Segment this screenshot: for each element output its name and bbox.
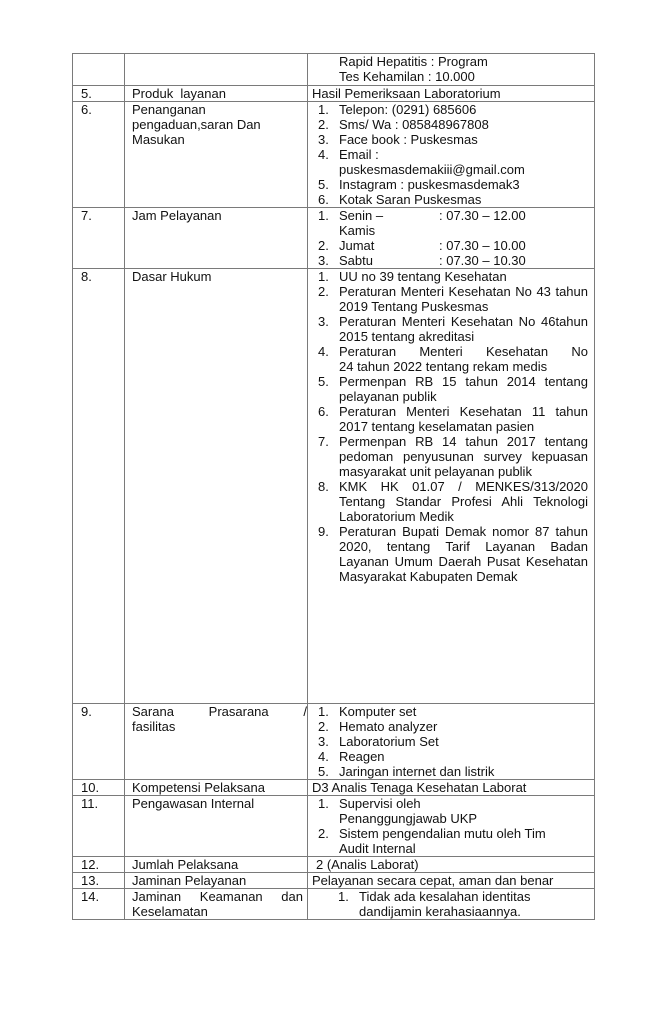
row-number: 5.	[73, 86, 125, 102]
table-row-7	[73, 208, 595, 269]
email-link[interactable]: Email : puskesmasdemakiii@gmail.com	[339, 147, 525, 177]
row-number: 8.	[73, 269, 125, 704]
row-label: Produk layanan	[125, 86, 308, 102]
row-value-cell	[308, 796, 595, 857]
list-item: 4. Peraturan Menteri Kesehatan No 24 tahun 2022 tentang rekam medis	[318, 344, 588, 374]
row-label: Jaminan Pelayanan	[125, 873, 308, 889]
table-row-10	[73, 780, 595, 796]
list-item: 2. Jumat : 07.30 – 10.00	[318, 238, 526, 253]
list-item: 3. Sabtu : 07.30 – 10.30	[318, 253, 526, 268]
table-row-11	[73, 796, 595, 857]
table-row-13	[73, 873, 595, 889]
safety-guarantee-list	[308, 889, 594, 919]
list-item: 2. Hemato analyzer	[318, 719, 438, 734]
row-value-cell	[308, 889, 595, 920]
list-item: 6. Kotak Saran Puskesmas	[318, 192, 482, 207]
row-value: Hasil Pemeriksaan Laboratorium	[308, 86, 595, 102]
row-value-cell	[308, 102, 595, 208]
schedule-day: Jumat	[339, 238, 375, 253]
schedule-day: Senin – Kamis	[339, 208, 384, 238]
list-item: 2. Sistem pengendalian mutu oleh Tim Audit Internal	[318, 826, 546, 856]
list-item: 5. Jaringan internet dan listrik	[318, 764, 495, 779]
row-number-cell	[73, 54, 125, 86]
service-hours-list	[308, 208, 594, 268]
list-item: 5. Permenpan RB 15 tahun 2014 tentang pelayanan publik	[318, 374, 588, 404]
list-text: Peraturan Menteri Kesehatan No	[339, 344, 588, 359]
row-label: Jumlah Pelaksana	[125, 857, 308, 873]
row-value-cell	[308, 269, 595, 704]
list-item: 1. Supervisi oleh Penanggungjawab UKP	[318, 796, 478, 826]
schedule-time: : 07.30 – 10.30	[439, 253, 526, 268]
row-number: 10.	[73, 780, 125, 796]
list-text: 24 tahun 2022 tentang rekam medis	[339, 359, 548, 374]
row-label: Penanganan pengaduan,saran Dan Masukan	[125, 102, 308, 208]
row-value: D3 Analis Tenaga Kesehatan Laborat	[308, 780, 595, 796]
table-row-9	[73, 704, 595, 780]
list-item: 1. UU no 39 tentang Kesehatan	[318, 269, 507, 284]
schedule-time: : 07.30 – 12.00	[439, 208, 526, 223]
list-item: 5. Instagram : puskesmasdemak3	[318, 177, 520, 192]
row-label: Jam Pelayanan	[125, 208, 308, 269]
complaint-channel-list	[308, 102, 594, 207]
row-label: Pengawasan Internal	[125, 796, 308, 857]
table-row-14	[73, 889, 595, 920]
row-label: Sarana Prasarana / fasilitas	[125, 704, 308, 780]
schedule-time: : 07.30 – 10.00	[439, 238, 526, 253]
row-number: 14.	[73, 889, 125, 920]
row-value: Pelayanan secara cepat, aman dan benar	[308, 873, 595, 889]
row-label: Kompetensi Pelaksana	[125, 780, 308, 796]
value-line: Rapid Hepatitis : Program	[339, 54, 488, 69]
row-value-cell	[308, 54, 595, 86]
table-row-continued	[73, 54, 595, 86]
list-item: 1. Tidak ada kesalahan identitas dandijamin kerahasiaannya.	[338, 889, 531, 919]
row-number: 7.	[73, 208, 125, 269]
row-value-cell	[308, 208, 595, 269]
list-item: 3. Peraturan Menteri Kesehatan No 46tahun 2015 tentang akreditasi	[318, 314, 588, 344]
row-label-cell	[125, 54, 308, 86]
schedule-day: Sabtu	[339, 253, 373, 268]
list-item: 4. Reagen	[318, 749, 385, 764]
row-number: 13.	[73, 873, 125, 889]
facilities-list	[308, 704, 594, 779]
row-number: 6.	[73, 102, 125, 208]
list-item: 1. Senin – Kamis : 07.30 – 12.00	[318, 208, 526, 238]
list-item: 1. Komputer set	[318, 704, 417, 719]
row-value: 2 (Analis Laborat)	[308, 857, 595, 873]
row-label: Jaminan Keamanan dan Keselamatan	[125, 889, 308, 920]
table-row-6	[73, 102, 595, 208]
list-item: 3. Laboratorium Set	[318, 734, 439, 749]
list-item: 9. Peraturan Bupati Demak nomor 87 tahun 2020, tentang Tarif Layanan Badan Layanan Umum Daerah Pusat Kesehatan Masyarakat Kabupaten Demak	[318, 524, 588, 584]
list-item: 6. Peraturan Menteri Kesehatan 11 tahun 2017 tentang keselamatan pasien	[318, 404, 588, 434]
table-row-5	[73, 86, 595, 102]
list-item: 7. Permenpan RB 14 tahun 2017 tentang pedoman penyusunan survey kepuasan masyarakat unit pelayanan publik	[318, 434, 588, 479]
list-item: 4. Email : puskesmasdemakiii@gmail.com	[308, 147, 594, 177]
row-number: 12.	[73, 857, 125, 873]
list-item: 8. KMK HK 01.07 / MENKES/313/2020 Tentang Standar Profesi Ahli Teknologi Laboratorium Medik	[318, 479, 588, 524]
list-item: 2. Peraturan Menteri Kesehatan No 43 tahun 2019 Tentang Puskesmas	[318, 284, 588, 314]
row-value-cell	[308, 704, 595, 780]
row-label: Dasar Hukum	[125, 269, 308, 704]
table-row-12	[73, 857, 595, 873]
row-number: 9.	[73, 704, 125, 780]
row-number: 11.	[73, 796, 125, 857]
value-line: Tes Kehamilan : 10.000	[339, 69, 475, 84]
legal-basis-list	[308, 269, 594, 584]
internal-supervision-list	[308, 796, 594, 856]
table-row-8	[73, 269, 595, 704]
list-item: 1. Telepon: (0291) 685606	[318, 102, 477, 117]
list-item: 2. Sms/ Wa : 085848967808	[318, 117, 489, 132]
list-item: 3. Face book : Puskesmas	[318, 132, 478, 147]
service-standard-table	[72, 53, 595, 920]
